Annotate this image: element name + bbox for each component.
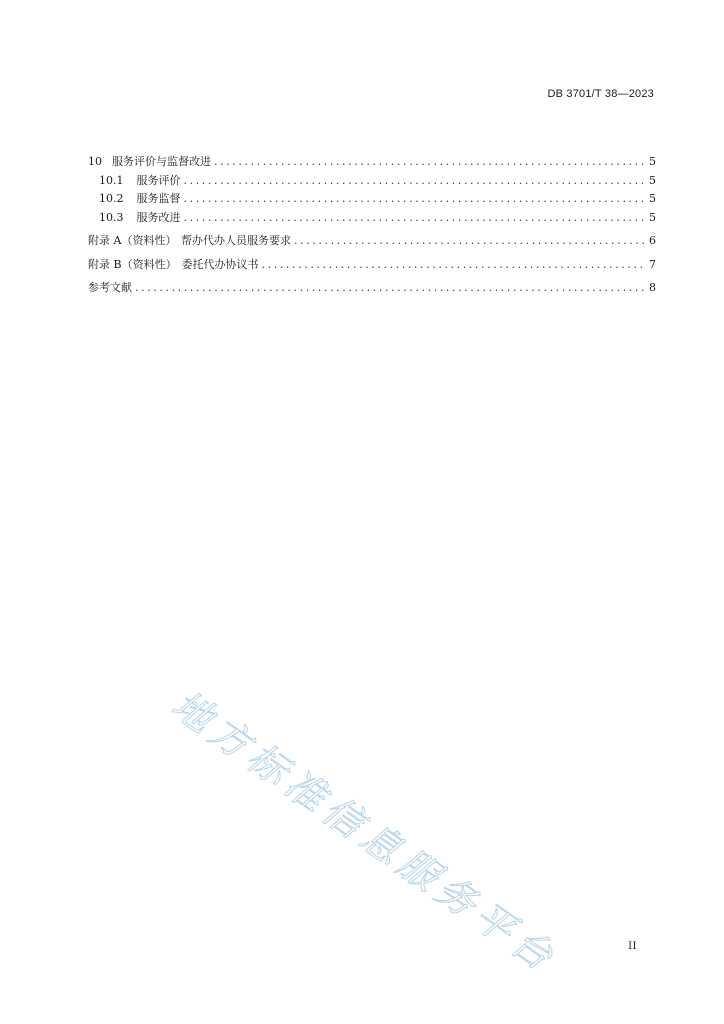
- toc-entry-number: 10.1: [99, 173, 124, 187]
- toc-entry-title: 服务评价与监督改进: [112, 155, 211, 168]
- toc-entry-appendix-b[interactable]: [88, 256, 656, 275]
- toc-entry-page: 5: [649, 155, 656, 168]
- toc-entry-10-3[interactable]: [88, 209, 656, 228]
- page-number: II: [628, 941, 637, 952]
- dot-leader: [214, 155, 646, 168]
- dot-leader: [262, 258, 646, 271]
- appendix-label: 附录 A（资料性）: [88, 234, 177, 247]
- toc-entry-title: 服务评价: [136, 173, 181, 187]
- dot-leader: [184, 174, 647, 187]
- toc-entry-title: 服务监督: [136, 192, 181, 205]
- toc-entry-page: 5: [649, 173, 656, 187]
- toc-entry-title: 参考文献: [88, 281, 132, 294]
- appendix-label: 附录 B（资料性）: [88, 257, 177, 271]
- watermark-text: 地方标准信息服务平台: [163, 682, 566, 984]
- toc-entry-references[interactable]: [88, 279, 656, 298]
- toc-entry-page: 8: [649, 281, 656, 294]
- table-of-contents: [88, 153, 656, 298]
- toc-entry-page: 5: [649, 192, 656, 205]
- toc-entry-10-1[interactable]: [88, 172, 656, 191]
- toc-entry-page: 7: [649, 257, 656, 271]
- toc-entry-section-10[interactable]: [88, 153, 656, 172]
- dot-leader: [294, 234, 646, 247]
- toc-entry-page: 5: [649, 210, 656, 224]
- toc-entry-number: 10.2: [99, 192, 124, 205]
- toc-entry-title: 委托代办协议书: [181, 257, 259, 271]
- toc-entry-title: 帮办代办人员服务要求: [180, 234, 291, 247]
- toc-entry-10-2[interactable]: [88, 190, 656, 209]
- toc-entry-number: 10: [88, 155, 102, 168]
- toc-entry-appendix-a[interactable]: [88, 232, 656, 251]
- document-code: DB 3701/T 38—2023: [547, 88, 654, 100]
- dot-leader: [184, 192, 647, 205]
- toc-entry-page: 6: [649, 234, 656, 247]
- toc-entry-title: 服务改进: [136, 210, 181, 224]
- dot-leader: [135, 281, 646, 294]
- toc-entry-number: 10.3: [99, 210, 124, 224]
- dot-leader: [184, 211, 647, 224]
